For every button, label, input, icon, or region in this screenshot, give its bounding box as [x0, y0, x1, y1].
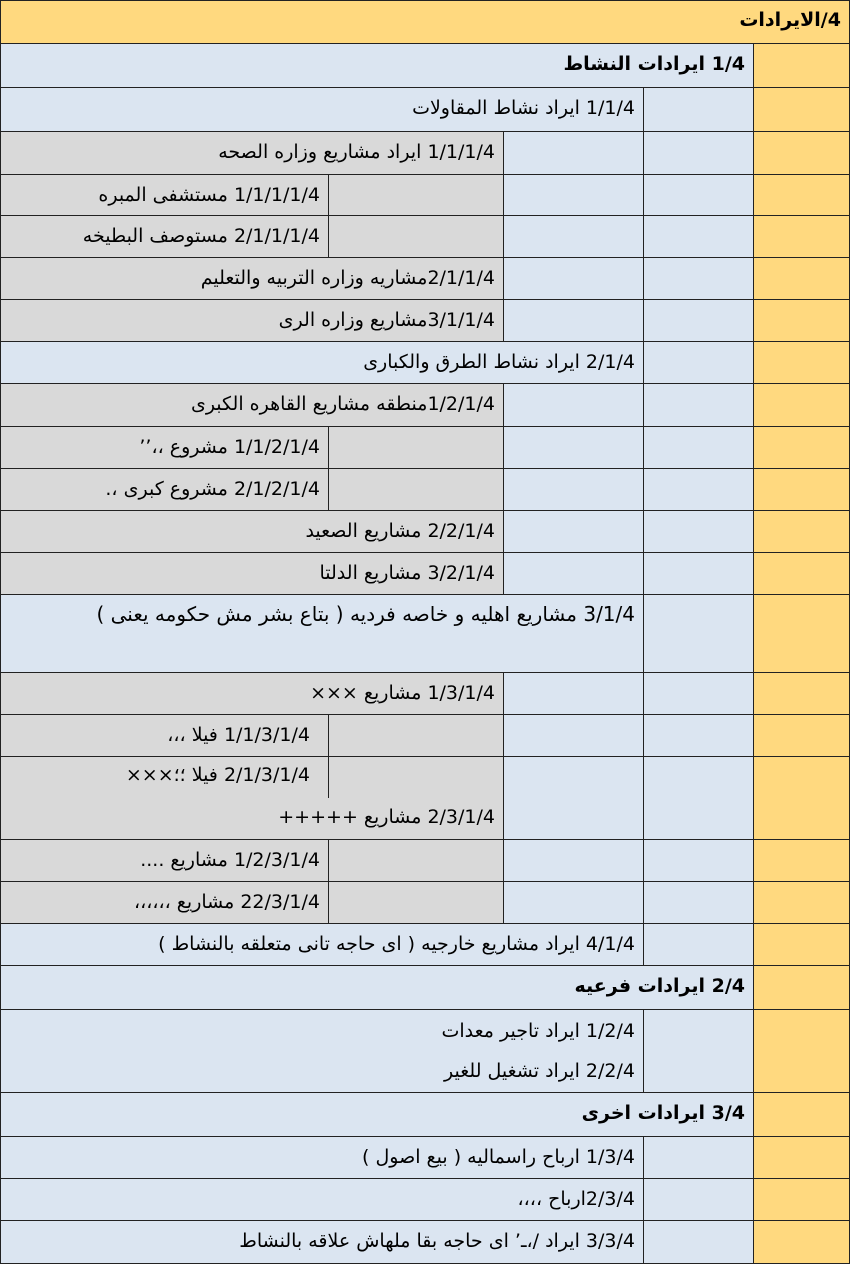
row-villa-2: 2/1/3/1/4 فيلا ؛؛×××	[0, 757, 329, 798]
margin-cell	[754, 553, 850, 595]
margin-cell	[754, 595, 850, 673]
indent-cell	[644, 427, 754, 469]
margin-cell	[754, 1010, 850, 1093]
indent-cell	[329, 715, 504, 757]
indent-cell	[504, 300, 644, 342]
row-projects-plus: 2/3/1/4 مشاريع +++++	[278, 806, 495, 828]
indent-cell	[644, 1221, 754, 1264]
row-private-projects: 3/1/4 مشاريع اهليه و خاصه فرديه ( بتاع بشر مش حكومه يعنى )	[0, 595, 644, 673]
row-greater-cairo: 1/2/1/4منطقه مشاريع القاهره الكبرى	[0, 384, 504, 427]
section-title-sub-revenue: 2/4 ايرادات فرعيه	[0, 966, 754, 1010]
indent-cell	[504, 132, 644, 175]
row-education-ministry: 2/1/1/4مشاريه وزاره التربيه والتعليم	[0, 258, 504, 300]
margin-cell	[754, 1137, 850, 1179]
margin-cell	[754, 258, 850, 300]
row-projects-dots: 1/2/3/1/4 مشاريع ....	[0, 840, 329, 882]
indent-cell	[644, 1010, 754, 1093]
margin-cell	[754, 1221, 850, 1264]
margin-cell	[754, 300, 850, 342]
indent-cell	[644, 300, 754, 342]
margin-cell	[754, 1179, 850, 1221]
indent-cell	[644, 840, 754, 882]
indent-cell	[644, 882, 754, 924]
indent-cell	[329, 427, 504, 469]
row-operations-for-others: 2/2/4 ايراد تشغيل للغير	[444, 1060, 635, 1082]
indent-cell	[329, 175, 504, 216]
indent-cell	[504, 882, 644, 924]
row-project-1: 1/1/2/1/4 مشروع ،،’’	[0, 427, 329, 469]
row-unrelated-revenue: 3/3/4 ايراد /،ـ’ اى حاجه بقا ملهاش علاقه بالنشاط	[0, 1221, 644, 1264]
margin-cell	[754, 44, 850, 88]
margin-cell	[754, 511, 850, 553]
row-projects-xxx: 1/3/1/4 مشاريع ×××	[0, 673, 504, 715]
row-equipment-rental: 1/2/4 ايراد تاجير معدات	[441, 1020, 635, 1042]
indent-cell	[644, 342, 754, 384]
indent-cell	[504, 258, 644, 300]
indent-cell	[644, 757, 754, 840]
indent-cell	[329, 882, 504, 924]
row-upper-egypt: 2/2/1/4 مشاريع الصعيد	[0, 511, 504, 553]
row-delta: 3/2/1/4 مشاريع الدلتا	[0, 553, 504, 595]
indent-cell	[504, 175, 644, 216]
row-profits: 2/3/4ارباح ،،،،	[0, 1179, 644, 1221]
indent-cell	[329, 216, 504, 258]
margin-cell	[754, 88, 850, 132]
margin-cell	[754, 840, 850, 882]
row-capital-gains: 1/3/4 ارباح راسماليه ( بيع اصول )	[0, 1137, 644, 1179]
row-contracting-revenue: 1/1/4 ايراد نشاط المقاولات	[0, 88, 644, 132]
row-batikha-clinic: 2/1/1/1/4 مستوصف البطيخه	[0, 216, 329, 258]
indent-cell	[504, 384, 644, 427]
row-projects-commas: 22/3/1/4 مشاريع ،،،،،،	[0, 882, 329, 924]
indent-cell	[644, 715, 754, 757]
row-irrigation-ministry: 3/1/1/4مشاريع وزاره الرى	[0, 300, 504, 342]
indent-cell	[329, 840, 504, 882]
indent-cell	[644, 132, 754, 175]
margin-cell	[754, 342, 850, 384]
indent-cell	[504, 840, 644, 882]
margin-cell	[754, 882, 850, 924]
margin-cell	[754, 132, 850, 175]
margin-cell	[754, 673, 850, 715]
indent-cell	[644, 673, 754, 715]
margin-cell	[754, 757, 850, 840]
margin-cell	[754, 715, 850, 757]
row-villa-1: 1/1/3/1/4 فيلا ،،،	[0, 715, 329, 757]
indent-cell	[504, 469, 644, 511]
margin-cell	[754, 1093, 850, 1137]
indent-cell	[504, 757, 644, 840]
margin-cell	[754, 175, 850, 216]
indent-cell	[504, 511, 644, 553]
indent-cell	[644, 1137, 754, 1179]
section-title-activity-revenue: 1/4 ايرادات النشاط	[0, 44, 754, 88]
indent-cell	[644, 469, 754, 511]
page-title: 4/الايرادات	[0, 0, 850, 44]
row-external-projects: 4/1/4 ايراد مشاريع خارجيه ( اى حاجه تانى متعلقه بالنشاط )	[0, 924, 644, 966]
indent-cell	[644, 511, 754, 553]
row-roads-bridges-revenue: 2/1/4 ايراد نشاط الطرق والكبارى	[0, 342, 644, 384]
indent-cell	[644, 88, 754, 132]
indent-cell	[329, 469, 504, 511]
margin-cell	[754, 924, 850, 966]
sub-revenue-block	[0, 1010, 644, 1093]
row-bridge-project: 2/1/2/1/4 مشروع كبرى ،.	[0, 469, 329, 511]
indent-cell	[644, 1179, 754, 1221]
indent-cell	[644, 216, 754, 258]
indent-cell	[644, 175, 754, 216]
indent-cell	[504, 216, 644, 258]
indent-cell	[504, 427, 644, 469]
indent-cell	[644, 258, 754, 300]
row-health-ministry: 1/1/1/4 ايراد مشاريع وزاره الصحه	[0, 132, 504, 175]
indent-cell	[504, 715, 644, 757]
margin-cell	[754, 216, 850, 258]
indent-cell	[644, 924, 754, 966]
row-mabarra-hospital: 1/1/1/1/4 مستشفى المبره	[0, 175, 329, 216]
indent-cell	[644, 553, 754, 595]
margin-cell	[754, 427, 850, 469]
indent-cell	[504, 553, 644, 595]
section-title-other-revenue: 3/4 ايرادات اخرى	[0, 1093, 754, 1137]
margin-cell	[754, 384, 850, 427]
indent-cell	[504, 673, 644, 715]
indent-cell	[644, 595, 754, 673]
margin-cell	[754, 966, 850, 1010]
indent-cell	[644, 384, 754, 427]
margin-cell	[754, 469, 850, 511]
